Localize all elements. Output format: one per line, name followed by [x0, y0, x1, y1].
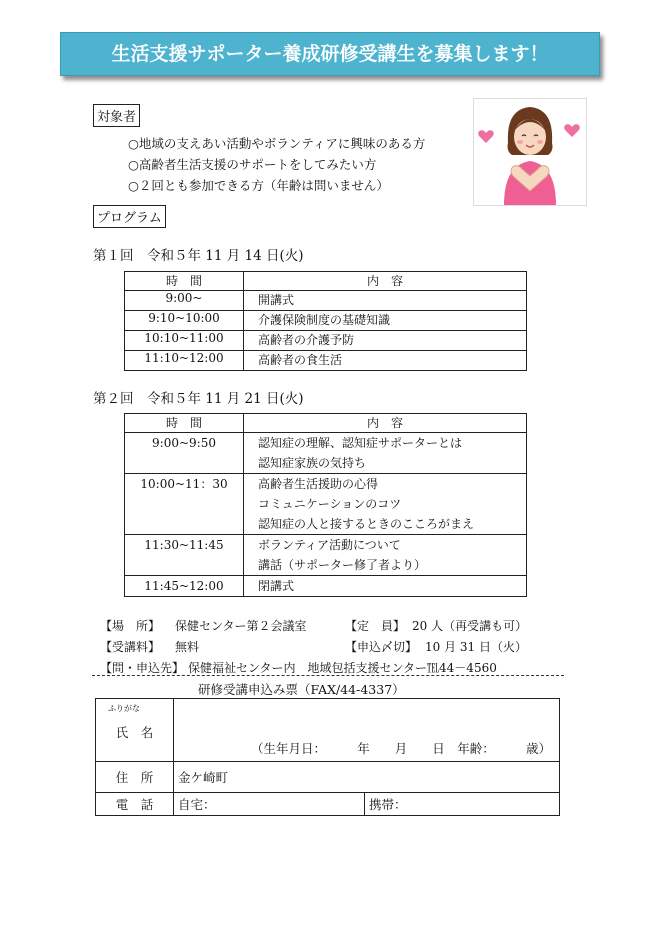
- address-value: 金ケ崎町: [178, 770, 229, 785]
- mobile-label: 携帯：: [369, 797, 407, 812]
- fee-value: 無料: [175, 640, 200, 654]
- fee-label: 【受講料】: [100, 640, 161, 654]
- content-line: ボランティア活動について: [258, 538, 401, 552]
- content-line: 講話（サポーター修了者より）: [258, 558, 427, 572]
- contact-label: 【問・申込先】: [100, 661, 185, 675]
- place-value: 保健センター第２会議室: [175, 619, 307, 633]
- content-cell: 開講式: [244, 291, 527, 311]
- name-label: 氏 名: [115, 725, 154, 740]
- content-cell: 高齢者の介護予防: [244, 331, 527, 351]
- table-row: [125, 474, 527, 535]
- title-banner: [60, 32, 600, 76]
- content-cell: [244, 535, 527, 576]
- target-item: ○２回とも参加できる方（年齢は問いません）: [128, 178, 389, 193]
- table-row: [125, 535, 527, 576]
- home-phone-field[interactable]: [174, 793, 365, 816]
- program-heading: プログラム: [93, 205, 166, 228]
- time-cell: 9:10~10:00: [125, 311, 244, 331]
- content-cell: [244, 474, 527, 535]
- content-line: 高齢者生活援助の心得: [258, 477, 379, 491]
- deadline-value: 10 月 31 日（火）: [425, 640, 527, 654]
- form-title: 研修受講申込み票（FAX/44-4337）: [198, 682, 405, 697]
- content-line: 認知症の人と接するときのこころがまえ: [258, 517, 475, 531]
- mobile-phone-field[interactable]: [365, 793, 560, 816]
- woman-heart-hands-icon: [473, 98, 587, 206]
- capacity-label: 【定 員】: [345, 619, 406, 633]
- time-header: 時 間: [125, 414, 244, 433]
- time-header: 時 間: [125, 272, 244, 291]
- cut-line: [92, 675, 564, 676]
- session1-title: 第１回 令和５年 11 月 14 日(火): [93, 248, 304, 264]
- time-text: 11:30~11:45: [144, 538, 224, 552]
- application-form: [95, 698, 560, 816]
- deadline-label: 【申込〆切】: [345, 640, 418, 654]
- time-cell: [125, 535, 244, 576]
- place-label: 【場 所】: [100, 619, 161, 633]
- time-cell: 10:10~11:00: [125, 331, 244, 351]
- time-text: 10:00~11：30: [140, 477, 228, 491]
- page-title: 生活支援サポーター養成研修受講生を募集します！: [111, 43, 549, 65]
- table-row: [125, 433, 527, 474]
- target-item: ○高齢者生活支援のサポートをしてみたい方: [128, 157, 377, 172]
- home-label: 自宅：: [178, 797, 216, 812]
- time-text: 11:45~12:00: [144, 579, 224, 593]
- time-cell: [125, 474, 244, 535]
- name-label-cell: [96, 699, 174, 762]
- content-cell: [244, 433, 527, 474]
- target-item: ○地域の支えあい活動やボランティアに興味のある方: [128, 136, 426, 151]
- content-header: 内 容: [244, 414, 527, 433]
- table-row: [125, 351, 527, 371]
- time-cell: 11:10~12:00: [125, 351, 244, 371]
- contact-value: 保健福祉センター内 地域包括支援センター℡44－4560: [188, 661, 497, 675]
- name-field[interactable]: [174, 699, 560, 762]
- content-line: コミュニケーションのコツ: [258, 497, 402, 511]
- content-line: 認知症家族の気持ち: [258, 456, 367, 470]
- table-row: [125, 311, 527, 331]
- address-field[interactable]: [174, 762, 560, 793]
- furigana-label: ふりがな: [108, 704, 140, 713]
- time-text: 9:00~9:50: [152, 436, 216, 450]
- table-row: [125, 331, 527, 351]
- content-cell: [244, 576, 527, 597]
- birth-info: （生年月日： 年 月 日 年齢： 歳）: [250, 741, 551, 756]
- address-label: 住 所: [96, 762, 174, 793]
- target-heading: 対象者: [93, 104, 140, 127]
- time-cell: [125, 433, 244, 474]
- capacity-value: 20 人（再受講も可）: [412, 619, 528, 633]
- table-row: [125, 576, 527, 597]
- content-cell: 高齢者の食生活: [244, 351, 527, 371]
- phone-label: 電 話: [96, 793, 174, 816]
- content-cell: 介護保険制度の基礎知識: [244, 311, 527, 331]
- time-cell: [125, 576, 244, 597]
- content-line: 認知症の理解、認知症サポーターとは: [258, 436, 463, 450]
- session1-table: [124, 271, 527, 371]
- session2-title: 第２回 令和５年 11 月 21 日(火): [93, 391, 304, 407]
- session2-table: [124, 413, 527, 597]
- content-line: 閉講式: [258, 579, 295, 593]
- time-cell: 9:00~: [125, 291, 244, 311]
- content-header: 内 容: [244, 272, 527, 291]
- table-row: [125, 291, 527, 311]
